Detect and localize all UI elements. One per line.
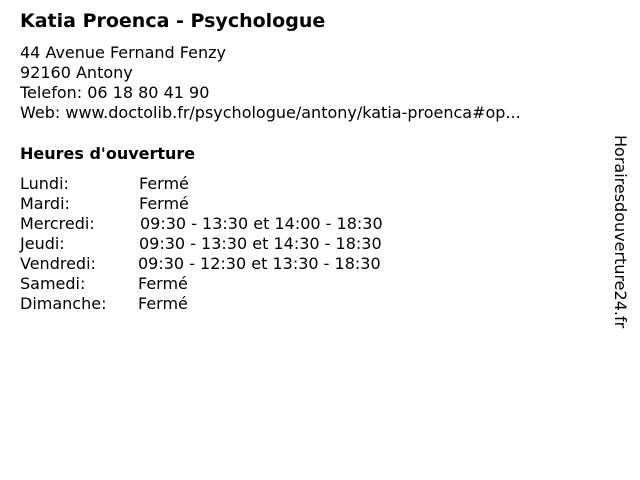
day-label: Vendredi: bbox=[20, 254, 96, 273]
day-label: Mardi: bbox=[20, 194, 70, 213]
web-link[interactable]: www.doctolib.fr/psychologue/antony/katia-proenca#op... bbox=[65, 103, 521, 122]
hours-heading: Heures d'ouverture bbox=[20, 144, 196, 163]
web-line bbox=[20, 103, 521, 123]
day-label: Lundi: bbox=[20, 174, 69, 193]
day-label: Samedi: bbox=[20, 274, 86, 293]
phone-line bbox=[20, 83, 521, 103]
day-label: Dimanche: bbox=[20, 294, 107, 313]
day-hours: Fermé bbox=[139, 194, 189, 213]
business-info bbox=[20, 43, 521, 123]
day-hours: 09:30 - 12:30 et 13:30 - 18:30 bbox=[138, 254, 381, 273]
phone-number: 06 18 80 41 90 bbox=[87, 83, 210, 102]
day-hours: Fermé bbox=[139, 174, 189, 193]
day-label: Mercredi: bbox=[20, 214, 95, 233]
web-label: Web: bbox=[20, 103, 61, 122]
day-hours: Fermé bbox=[138, 294, 188, 313]
day-label: Jeudi: bbox=[20, 234, 65, 253]
day-hours: Fermé bbox=[138, 274, 188, 293]
address-line2: 92160 Antony bbox=[20, 63, 133, 82]
business-title: Katia Proenca - Psychologue bbox=[20, 10, 326, 32]
day-hours: 09:30 - 13:30 et 14:30 - 18:30 bbox=[139, 234, 382, 253]
address-line1: 44 Avenue Fernand Fenzy bbox=[20, 43, 226, 62]
phone-label: Telefon: bbox=[20, 83, 83, 102]
watermark-text: Horairesdouverture24.fr bbox=[611, 135, 630, 329]
day-hours: 09:30 - 13:30 et 14:00 - 18:30 bbox=[140, 214, 383, 233]
site-watermark bbox=[609, 135, 631, 345]
